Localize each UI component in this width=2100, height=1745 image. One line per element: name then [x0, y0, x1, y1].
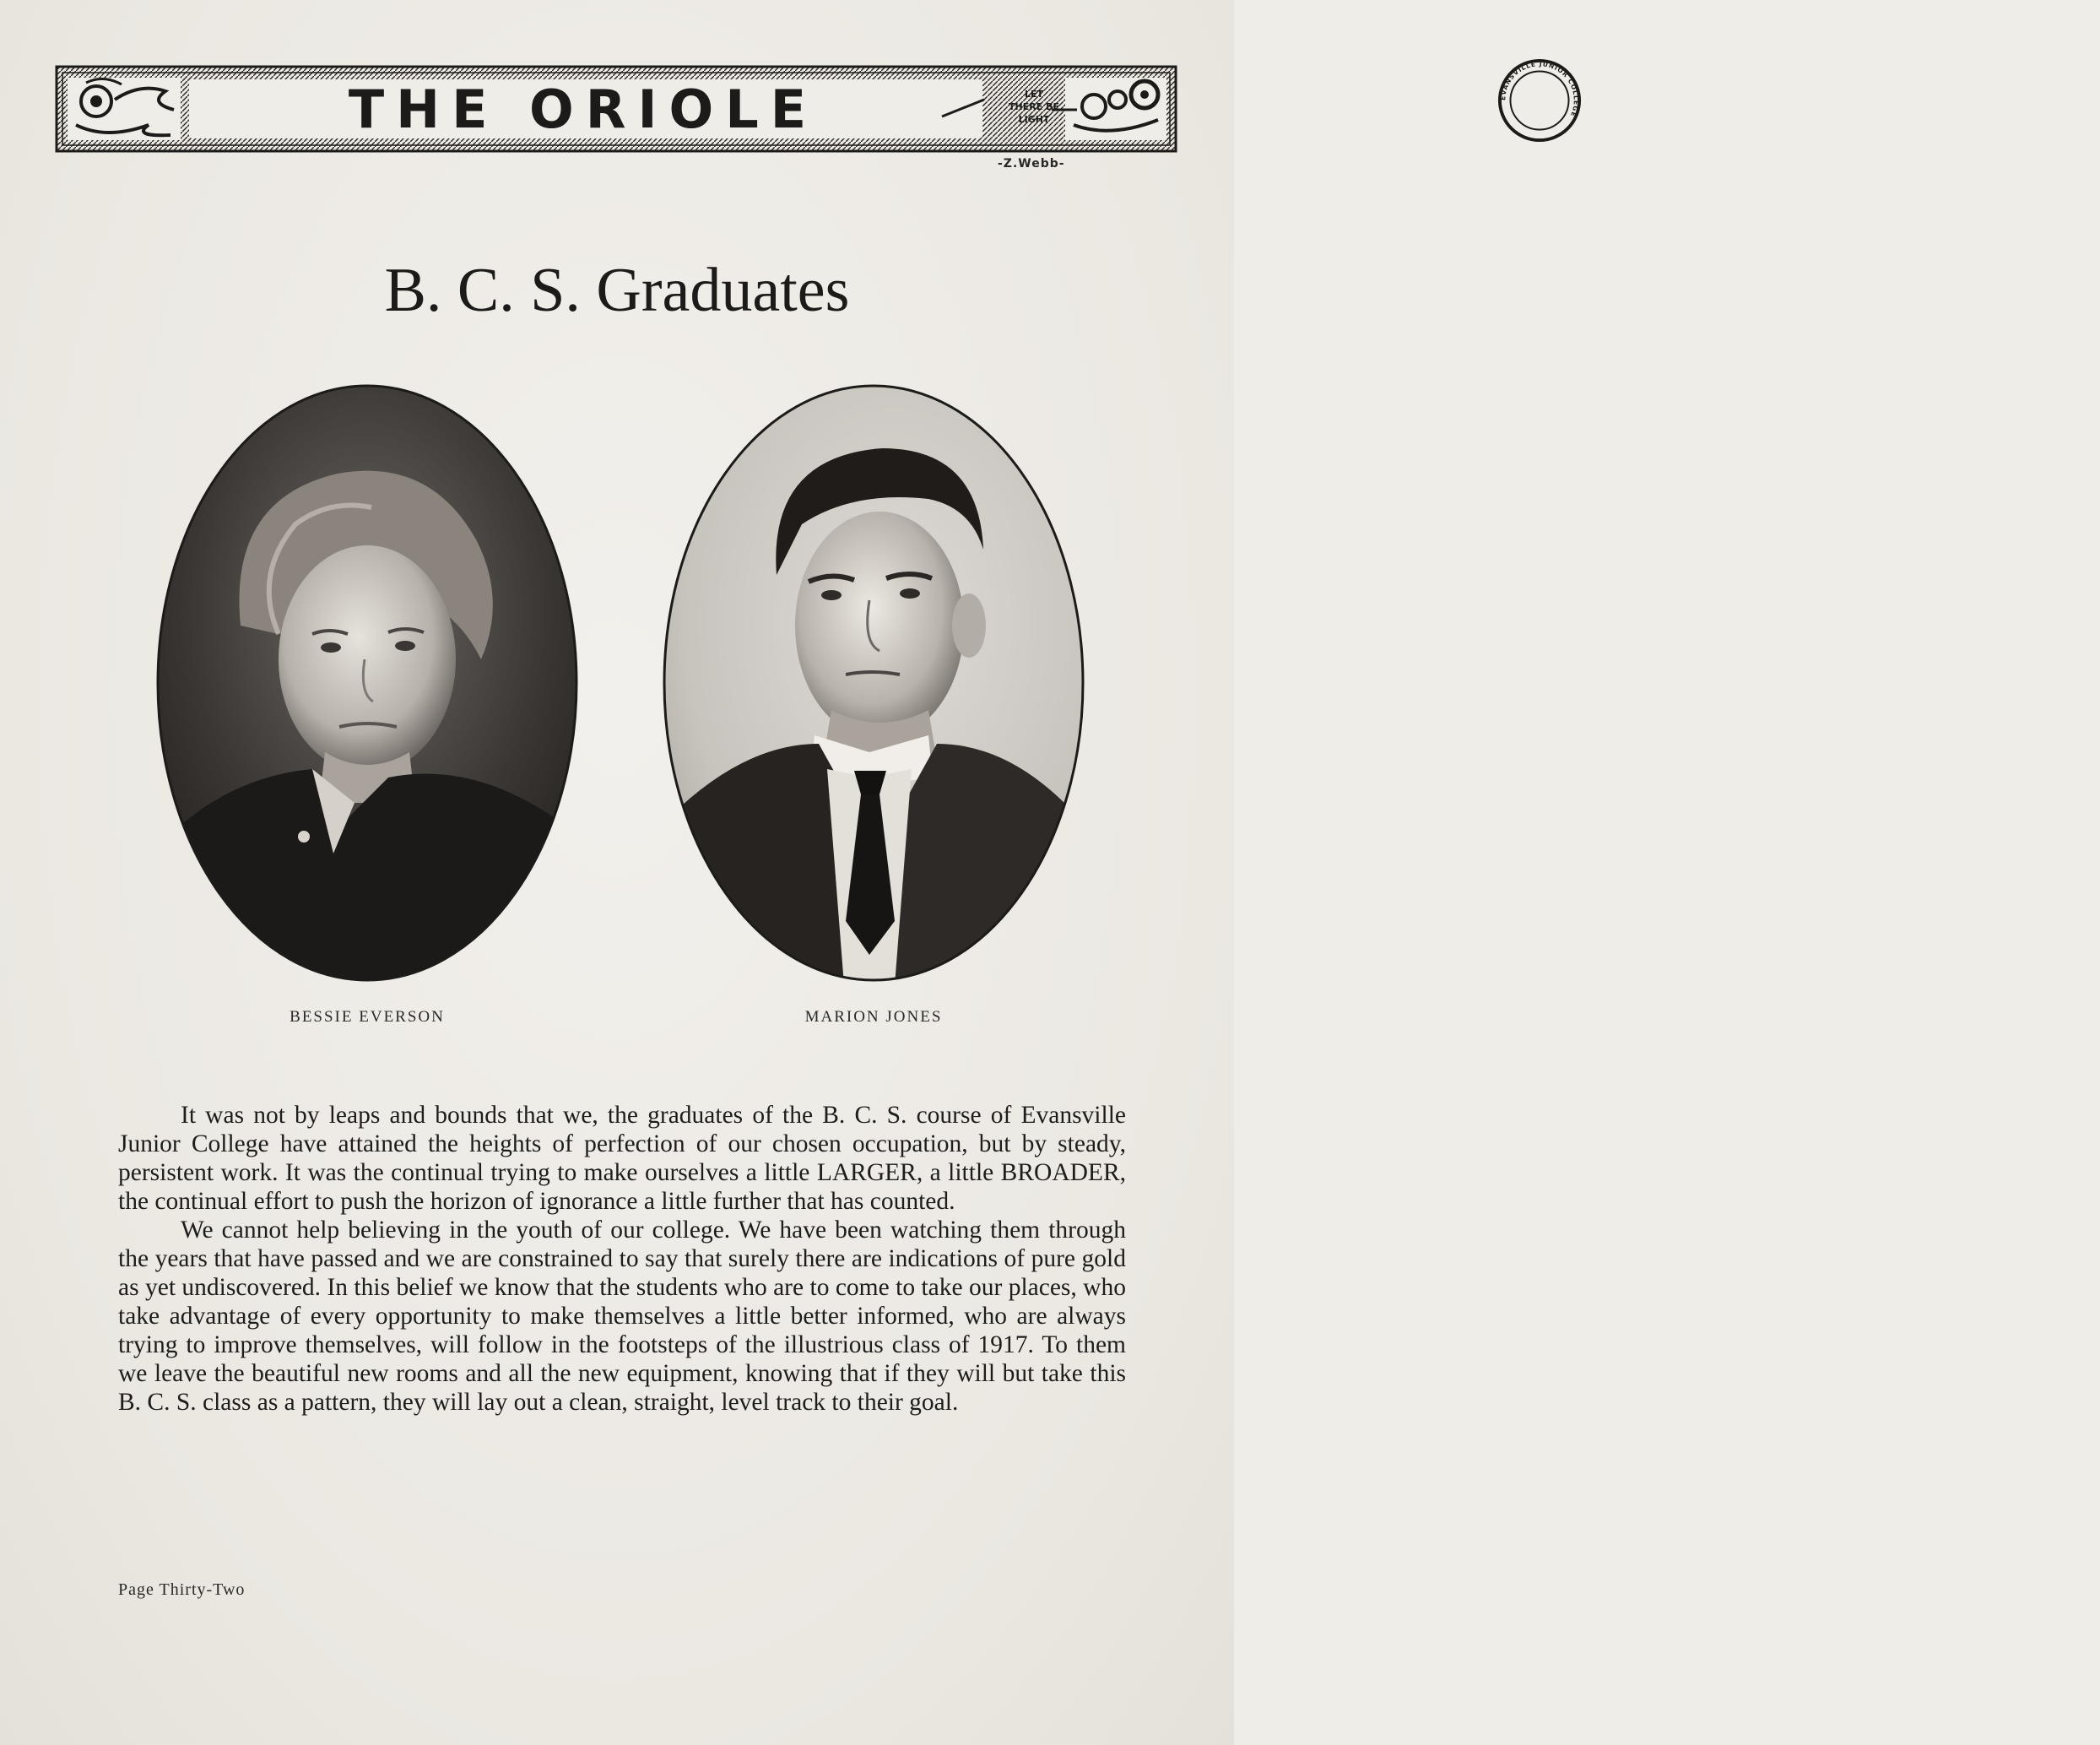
seal-motto-line: LET — [1024, 89, 1044, 100]
page-number: Page Thirty-Two — [118, 1580, 246, 1599]
article-paragraph: It was not by leaps and bounds that we, the graduates of the B. C. S. course of Evansville Junior College have attained the heights of perfection of our chosen occupation, but by steady, persistent work. It was the continual trying to make ourselves a little LARGER, a little BROADER, the continual effort to push the horizon of ignorance a little further that has counted. — [118, 1102, 1126, 1215]
article-body — [118, 1101, 1126, 1417]
graduate-name-caption: BESSIE EVERSON — [290, 1008, 445, 1026]
college-seal-icon — [979, 57, 2100, 144]
masthead-banner — [56, 60, 1580, 152]
svg-text:EVANSVILLE JUNIOR COLLEGE: EVANSVILLE JUNIOR COLLEGE — [1499, 60, 1580, 119]
seal-motto-line: LIGHT — [1018, 114, 1050, 125]
page-title: B. C. S. Graduates — [384, 256, 850, 325]
portrait-photo-left — [152, 381, 582, 985]
graduate-name-caption: MARION JONES — [804, 1008, 943, 1026]
seal-motto-line: THERE BE — [1009, 101, 1059, 112]
banner-title: THE ORIOLE — [348, 78, 819, 140]
seal-motto — [1004, 88, 1064, 126]
portrait-photo-right — [658, 381, 1089, 985]
article-paragraph: We cannot help believing in the youth of our college. We have been watching them through the years that have passed and we are constrained to say that surely there are indications of pure gold as yet undiscovered. In this belief we know that the students who are to come to take our places, who take advantage of every opportunity to make themselves a little better informed, who are always trying to improve themselves, will follow in the footsteps of the illustrious class of 1917. To them we leave the beautiful new rooms and all the new equipment, knowing that if they will but take this B. C. S. class as a pattern, they will lay out a clean, straight, level track to their goal. — [118, 1217, 1126, 1416]
artist-signature: -Z.Webb- — [998, 157, 1065, 171]
